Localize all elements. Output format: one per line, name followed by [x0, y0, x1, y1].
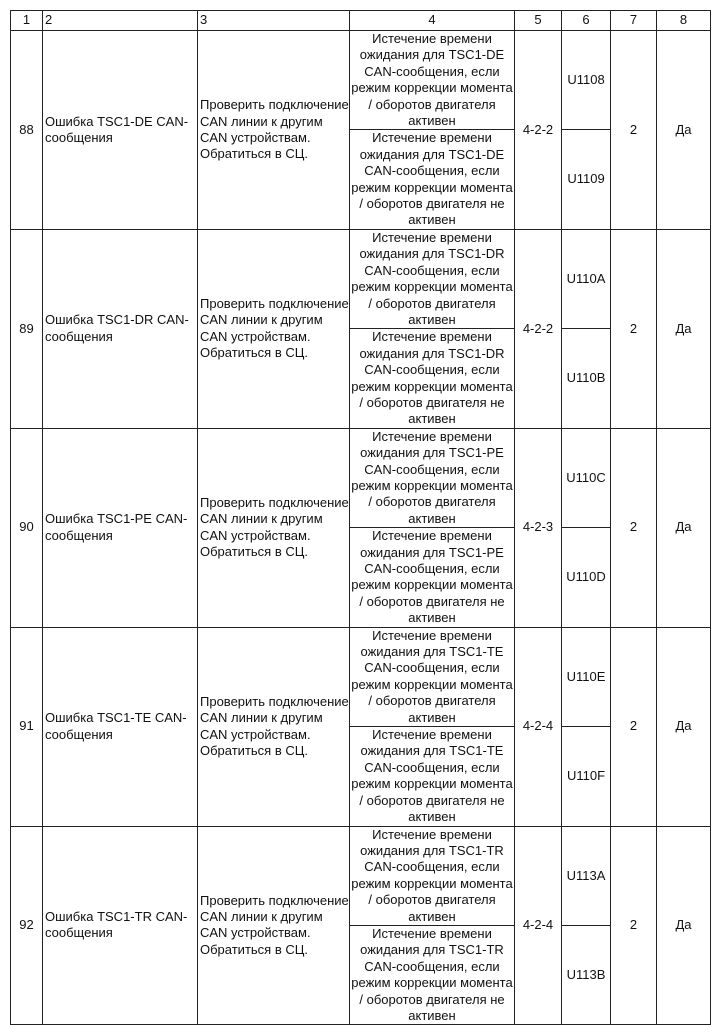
fault-flag: Да: [657, 428, 711, 627]
table-row: [11, 627, 711, 726]
col-header-3: 3: [198, 11, 350, 31]
fault-class: 2: [611, 428, 657, 627]
dtc-code: U110D: [562, 528, 611, 627]
fault-name: Ошибка TSC1-PE CAN-сообщения: [43, 428, 198, 627]
blink-code: 4-2-4: [515, 826, 562, 1025]
fault-class: 2: [611, 31, 657, 230]
fault-class: 2: [611, 627, 657, 826]
fault-condition: Истечение времени ожидания для TSC1-TE CAN-сообщения, если режим коррекции момента / оборотов двигателя не активен: [351, 727, 513, 825]
fault-action: Проверить подключение CAN линии к другим CAN устройствам. Обратиться в СЦ.: [198, 229, 350, 428]
row-number: 89: [11, 229, 43, 428]
blink-code: 4-2-2: [515, 31, 562, 230]
fault-code-table: [10, 10, 711, 1025]
dtc-code: U1109: [562, 130, 611, 229]
table-row: [11, 229, 711, 328]
fault-flag: Да: [657, 627, 711, 826]
fault-condition: Истечение времени ожидания для TSC1-DE CAN-сообщения, если режим коррекции момента / оборотов двигателя не активен: [351, 130, 513, 228]
col-header-5: 5: [515, 11, 562, 31]
fault-flag: Да: [657, 826, 711, 1025]
fault-condition: Истечение времени ожидания для TSC1-TR CAN-сообщения, если режим коррекции момента / оборотов двигателя не активен: [351, 925, 513, 1023]
blink-code: 4-2-4: [515, 627, 562, 826]
fault-class: 2: [611, 229, 657, 428]
row-number: 92: [11, 826, 43, 1025]
fault-name: Ошибка TSC1-DR CAN-сообщения: [43, 229, 198, 428]
row-number: 88: [11, 31, 43, 230]
col-header-8: 8: [657, 11, 711, 31]
row-number: 90: [11, 428, 43, 627]
fault-class: 2: [611, 826, 657, 1025]
fault-flag: Да: [657, 31, 711, 230]
fault-name: Ошибка TSC1-TR CAN-сообщения: [43, 826, 198, 1025]
fault-name: Ошибка TSC1-TE CAN-сообщения: [43, 627, 198, 826]
fault-condition: Истечение времени ожидания для TSC1-DE CAN-сообщения, если режим коррекции момента / оборотов двигателя активен: [351, 31, 513, 129]
dtc-code: U110C: [562, 428, 611, 527]
fault-condition: Истечение времени ожидания для TSC1-PE CAN-сообщения, если режим коррекции момента / оборотов двигателя не активен: [351, 528, 513, 626]
blink-code: 4-2-3: [515, 428, 562, 627]
col-header-4: 4: [350, 11, 515, 31]
fault-action: Проверить подключение CAN линии к другим CAN устройствам. Обратиться в СЦ.: [198, 428, 350, 627]
fault-flag: Да: [657, 229, 711, 428]
fault-condition: Истечение времени ожидания для TSC1-DR CAN-сообщения, если режим коррекции момента / оборотов двигателя активен: [351, 229, 513, 327]
fault-action: Проверить подключение CAN линии к другим CAN устройствам. Обратиться в СЦ.: [198, 826, 350, 1025]
blink-code: 4-2-2: [515, 229, 562, 428]
col-header-7: 7: [611, 11, 657, 31]
dtc-code: U110F: [562, 727, 611, 826]
fault-action: Проверить подключение CAN линии к другим CAN устройствам. Обратиться в СЦ.: [198, 627, 350, 826]
fault-name: Ошибка TSC1-DE CAN-сообщения: [43, 31, 198, 230]
row-number: 91: [11, 627, 43, 826]
dtc-code: U113A: [562, 826, 611, 925]
fault-condition: Истечение времени ожидания для TSC1-TE CAN-сообщения, если режим коррекции момента / оборотов двигателя активен: [351, 627, 513, 725]
col-header-1: 1: [11, 11, 43, 31]
dtc-code: U110B: [562, 329, 611, 428]
dtc-code: U1108: [562, 31, 611, 130]
header-row: [11, 11, 711, 31]
dtc-code: U110E: [562, 627, 611, 726]
dtc-code: U113B: [562, 925, 611, 1024]
fault-condition: Истечение времени ожидания для TSC1-DR CAN-сообщения, если режим коррекции момента / оборотов двигателя не активен: [351, 329, 513, 427]
fault-condition: Истечение времени ожидания для TSC1-PE CAN-сообщения, если режим коррекции момента / оборотов двигателя активен: [351, 428, 513, 526]
table-row: [11, 428, 711, 527]
col-header-6: 6: [562, 11, 611, 31]
fault-condition: Истечение времени ожидания для TSC1-TR CAN-сообщения, если режим коррекции момента / оборотов двигателя активен: [351, 826, 513, 924]
table-body: [11, 31, 711, 1025]
dtc-code: U110A: [562, 229, 611, 328]
fault-action: Проверить подключение CAN линии к другим CAN устройствам. Обратиться в СЦ.: [198, 31, 350, 230]
col-header-2: 2: [43, 11, 198, 31]
table-row: [11, 826, 711, 925]
table-row: [11, 31, 711, 130]
